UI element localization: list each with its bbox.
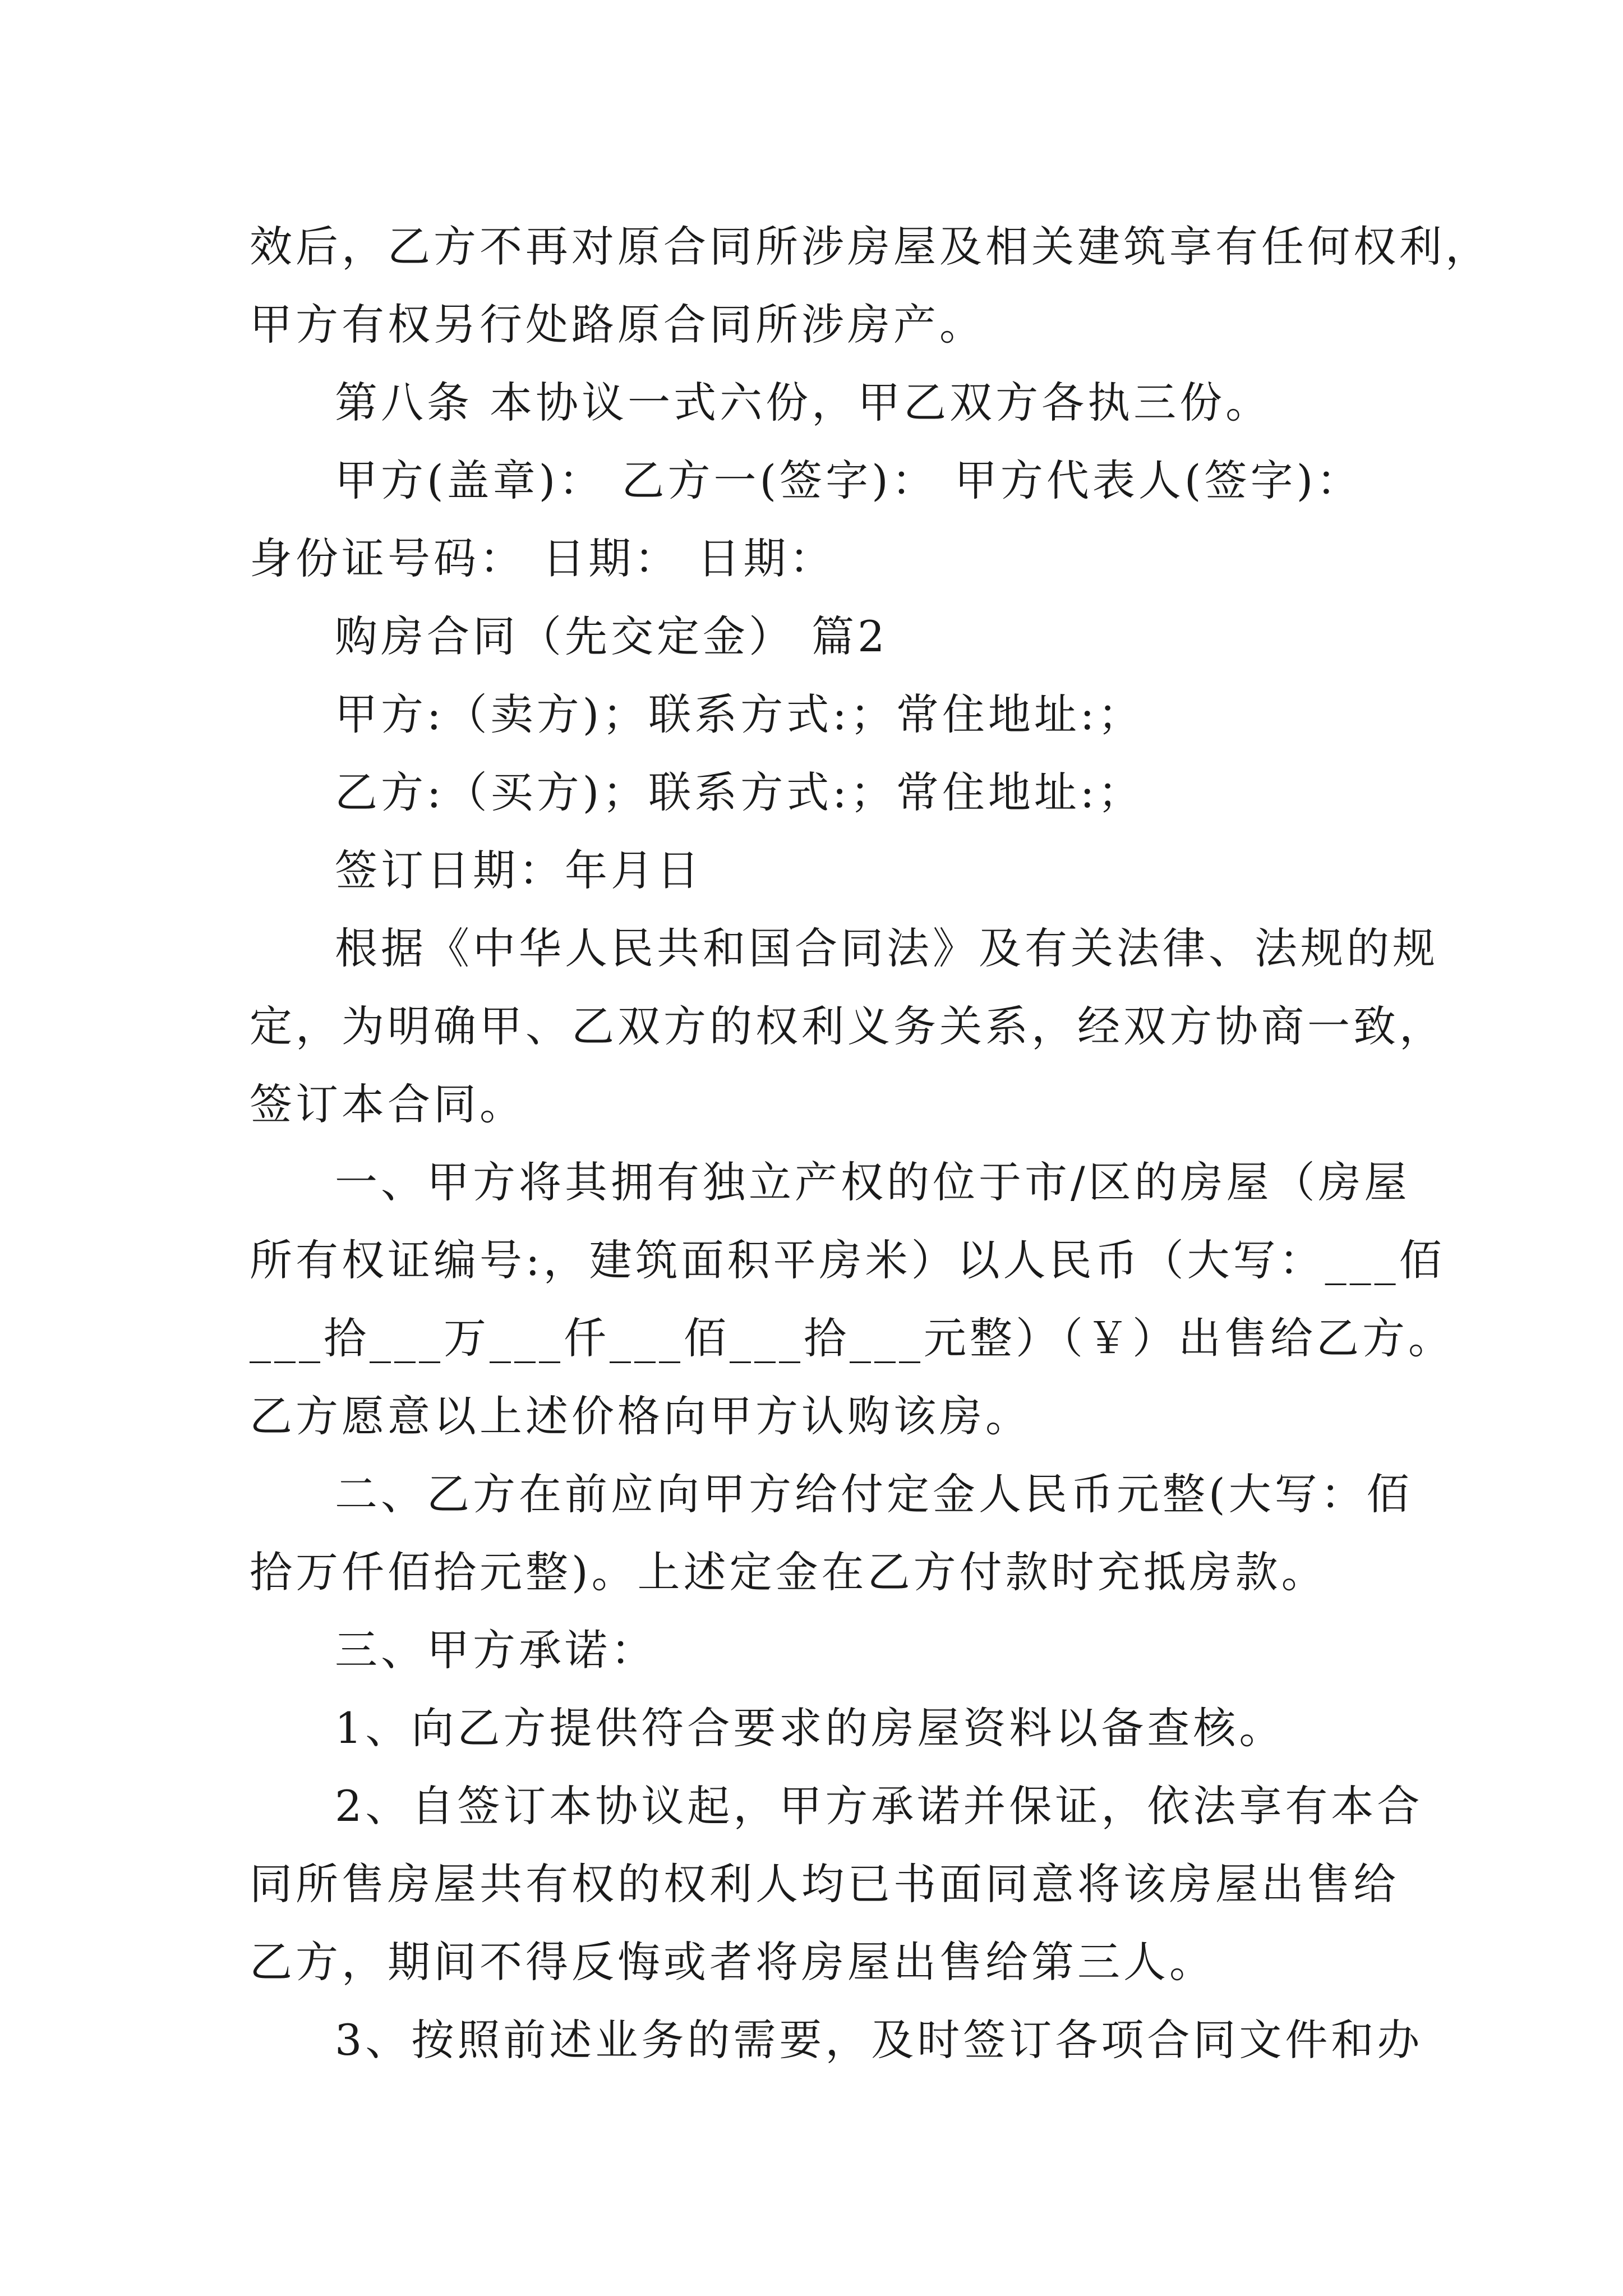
sign-date-line: 签订日期：年月日 (335, 845, 703, 895)
clause-3-item-2-line-1: 2、自签订本协议起，甲方承诺并保证，依法享有本合 (335, 1781, 1423, 1831)
clause-2-line-1: 二、乙方在前应向甲方给付定金人民币元整(大写：佰 (335, 1469, 1413, 1519)
party-a-line: 甲方:（卖方)；联系方式:；常住地址:； (335, 689, 1144, 739)
preamble-line-2: 定，为明确甲、乙双方的权利义务关系，经双方协商一致， (250, 1001, 1445, 1051)
signature-line: 甲方(盖章)： 乙方一(签字)： 甲方代表人(签字)： (335, 455, 1363, 505)
article-8-line: 第八条 本协议一式六份，甲乙双方各执三份。 (335, 378, 1272, 427)
contract-text (250, 208, 1491, 2079)
text-line-1: 效后，乙方不再对原合同所涉房屋及相关建筑享有任何权利， (250, 222, 1491, 272)
clause-3-heading: 三、甲方承诺： (335, 1625, 657, 1675)
clause-1-line-3: ___拾___万___仟___佰___拾___元整）（￥）出售给乙方。 (250, 1313, 1454, 1363)
clause-2-line-2: 拾万仟佰拾元整)。上述定金在乙方付款时充抵房款。 (250, 1547, 1327, 1597)
clause-1-line-4: 乙方愿意以上述价格向甲方认购该房。 (250, 1391, 1031, 1441)
party-b-line: 乙方:（买方)；联系方式:；常住地址:； (335, 767, 1144, 817)
id-date-line: 身份证号码： 日期： 日期： (250, 533, 836, 583)
preamble-line-1: 根据《中华人民共和国合同法》及有关法律、法规的规 (335, 923, 1438, 973)
preamble-line-3: 签订本合同。 (250, 1079, 525, 1129)
clause-3-item-2-line-3: 乙方，期间不得反悔或者将房屋出售给第三人。 (250, 1937, 1215, 1987)
clause-1-line-1: 一、甲方将其拥有独立产权的位于市/区的房屋（房屋 (335, 1157, 1410, 1207)
clause-3-item-2-line-2: 同所售房屋共有权的权利人均已书面同意将该房屋出售给 (250, 1859, 1399, 1909)
text-line-2: 甲方有权另行处路原合同所涉房产。 (250, 300, 985, 349)
clause-1-line-2: 所有权证编号:，建筑面积平房米）以人民币（大写：___佰 (250, 1235, 1445, 1285)
clause-3-item-1: 1、向乙方提供符合要求的房屋资料以备查核。 (335, 1703, 1285, 1753)
section-title: 购房合同（先交定金） 篇2 (335, 611, 888, 661)
clause-3-item-3-line-1: 3、按照前述业务的需要，及时签订各项合同文件和办 (335, 2015, 1423, 2065)
